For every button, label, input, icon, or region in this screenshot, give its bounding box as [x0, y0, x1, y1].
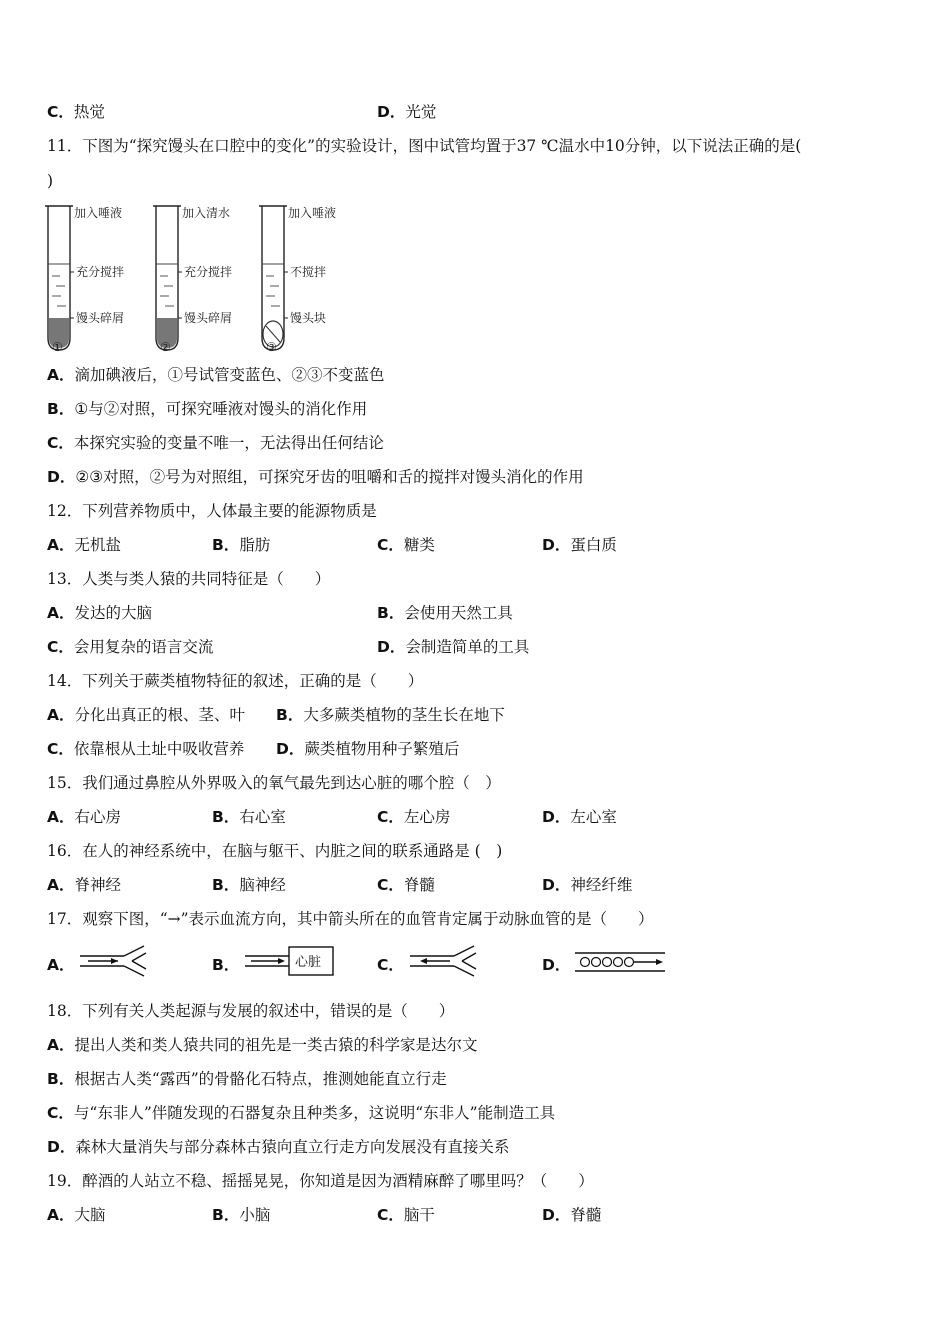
q17-option-a-label — [47, 955, 75, 975]
option-label: A． — [47, 536, 75, 554]
option-label: C． — [47, 740, 74, 758]
option-label: B． — [212, 808, 240, 826]
option-text: 大多蕨类植物的茎生长在地下 — [303, 706, 505, 724]
option-label: B． — [377, 604, 405, 622]
q17-option-d-label — [542, 955, 570, 975]
q15-option-a — [47, 807, 121, 827]
q17-option-b-diagram — [243, 944, 337, 982]
option-label: B． — [212, 876, 240, 894]
option-label: A． — [47, 808, 75, 826]
option-text: 小脑 — [239, 1206, 271, 1224]
q15-option-b — [212, 807, 286, 827]
q17-option-c-diagram — [408, 944, 482, 982]
q14-option-b — [276, 705, 505, 725]
option-text: 依靠根从土址中吸收营养 — [73, 740, 245, 758]
q19-option-b — [212, 1205, 270, 1225]
q17-option-d-diagram — [573, 944, 669, 982]
option-text: 与“东非人”伴随发现的石器复杂且种类多，这说明“东非人”能制造工具 — [73, 1104, 556, 1122]
q19-option-a — [47, 1205, 106, 1225]
option-text: 脑神经 — [239, 876, 286, 894]
option-text: 糖类 — [403, 536, 435, 554]
option-label: D． — [542, 876, 571, 894]
q11-option-b — [47, 399, 367, 419]
option-text: 本探究实验的变量不唯一，无法得出任何结论 — [73, 434, 384, 452]
option-label: A． — [47, 1206, 75, 1224]
q11-option-c — [47, 433, 384, 453]
vessel-diverging-icon — [78, 944, 152, 978]
q18-option-c — [47, 1103, 555, 1123]
option-text: 神经纤维 — [570, 876, 633, 894]
option-text: 提出人类和类人猿共同的祖先是一类古猿的科学家是达尔文 — [74, 1036, 478, 1054]
option-text: 蛋白质 — [570, 536, 617, 554]
q16-stem: 16．在人的神经系统中，在脑与躯干、内脏之间的联系通路是 ( ) — [47, 842, 503, 860]
option-text: 会制造简单的工具 — [405, 638, 530, 656]
option-label: C． — [377, 808, 404, 826]
option-text: 滴加碘液后，①号试管变蓝色、②③不变蓝色 — [74, 366, 385, 384]
vessel-converging-icon — [408, 944, 482, 978]
test-tube-1 — [45, 206, 74, 350]
tube2-number: ② — [160, 340, 171, 354]
q16-option-d — [542, 875, 632, 895]
q17-stem: 17．观察下图，“→”表示血流方向，其中箭头所在的血管肯定属于动脉血管的是（ ） — [47, 910, 654, 928]
option-label: D． — [542, 1206, 571, 1224]
q17-option-a-diagram — [78, 944, 152, 982]
option-text: 大脑 — [74, 1206, 106, 1224]
option-label: D． — [542, 536, 571, 554]
option-label: C． — [47, 434, 74, 452]
option-label: C． — [47, 103, 74, 121]
option-label: A． — [47, 1036, 75, 1054]
option-label: D． — [542, 808, 571, 826]
q12-option-c — [377, 535, 435, 555]
option-label: D． — [377, 638, 406, 656]
q12-stem: 12．下列营养物质中，人体最主要的能源物质是 — [47, 502, 377, 520]
option-label: D． — [377, 103, 406, 121]
option-text: 脑干 — [403, 1206, 435, 1224]
option-label: D． — [276, 740, 305, 758]
q16-option-a — [47, 875, 121, 895]
option-text: 脂肪 — [239, 536, 271, 554]
option-label: C． — [47, 1104, 74, 1122]
q10-option-c — [47, 102, 105, 122]
q13-option-c — [47, 637, 213, 657]
q16-option-c — [377, 875, 435, 895]
option-text: 会用复杂的语言交流 — [73, 638, 214, 656]
q13-stem: 13．人类与类人猿的共同特征是（ ） — [47, 570, 331, 588]
option-label: B． — [47, 1070, 75, 1088]
q11-option-a — [47, 365, 385, 385]
q15-stem: 15．我们通过鼻腔从外界吸入的氧气最先到达心脏的哪个腔（ ） — [47, 774, 501, 792]
option-text: ①与②对照，可探究唾液对馒头的消化作用 — [74, 400, 368, 418]
option-text: 右心房 — [74, 808, 122, 826]
tube2-mid-label: 充分搅拌 — [184, 265, 233, 279]
tube3-bottom-label: 馒头块 — [290, 311, 327, 325]
heart-box-text: 心脏 — [295, 955, 322, 970]
option-label: D． — [47, 1138, 76, 1156]
option-text: 无机盐 — [74, 536, 122, 554]
option-text: 发达的大脑 — [74, 604, 153, 622]
tube3-number: ③ — [266, 340, 277, 354]
q14-stem: 14．下列关于蕨类植物特征的叙述，正确的是（ ） — [47, 672, 424, 690]
option-label: B． — [276, 706, 304, 724]
test-tubes-diagram — [40, 200, 360, 360]
q14-option-a — [47, 705, 245, 725]
q12-option-d — [542, 535, 617, 555]
q12-option-a — [47, 535, 121, 555]
tube1-bottom-label: 馒头碎屑 — [76, 311, 125, 325]
q11-option-d — [47, 467, 584, 487]
q12-option-b — [212, 535, 270, 555]
q15-option-d — [542, 807, 617, 827]
tube3-mid-label: 不搅拌 — [290, 265, 327, 279]
tube2-bottom-label: 馒头碎屑 — [184, 311, 233, 325]
option-text: 蕨类植物用种子繁殖后 — [304, 740, 460, 758]
option-text: 脊髓 — [403, 876, 435, 894]
q13-option-a — [47, 603, 152, 623]
option-label: D． — [47, 468, 76, 486]
option-text: 光觉 — [405, 103, 437, 121]
q14-option-c — [47, 739, 244, 759]
option-label: C． — [377, 536, 404, 554]
option-text: ②③对照，②号为对照组，可探究牙齿的咀嚼和舌的搅拌对馒头消化的作用 — [75, 468, 584, 486]
tube1-mid-label: 充分搅拌 — [76, 265, 125, 279]
option-label: A． — [47, 604, 75, 622]
option-text: 会使用天然工具 — [404, 604, 513, 622]
q19-option-c — [377, 1205, 435, 1225]
q13-option-d — [377, 637, 529, 657]
option-text: 根据古人类“露西”的骨骼化石特点，推测她能直立行走 — [74, 1070, 447, 1088]
q13-option-b — [377, 603, 513, 623]
option-label: B． — [47, 400, 75, 418]
option-text: 脊神经 — [74, 876, 122, 894]
option-text: 分化出真正的根、茎、叶 — [74, 706, 246, 724]
q17-option-b-label — [212, 955, 239, 975]
option-label: A． — [47, 366, 75, 384]
q11-stem: 11．下图为“探究馒头在口腔中的变化”的实验设计，图中试管均置于37 ℃温水中10分钟，以下说法正确的是( — [47, 137, 802, 155]
q18-stem: 18．下列有关人类起源与发展的叙述中，错误的是（ ） — [47, 1002, 455, 1020]
q17-option-c-label — [377, 955, 404, 975]
option-label: A． — [47, 956, 75, 974]
tube3-top-label: 加入唾液 — [288, 206, 337, 220]
option-text: 右心室 — [239, 808, 286, 826]
option-label: B． — [212, 1206, 240, 1224]
option-label: B． — [212, 956, 240, 974]
option-text: 左心室 — [570, 808, 617, 826]
q15-option-c — [377, 807, 450, 827]
option-text: 森林大量消失与部分森林古猿向直立行走方向发展没有直接关系 — [75, 1138, 510, 1156]
test-tube-3 — [259, 206, 288, 350]
tube2-top-label: 加入清水 — [182, 206, 231, 220]
option-text: 左心房 — [403, 808, 451, 826]
option-label: C． — [377, 1206, 404, 1224]
q19-option-d — [542, 1205, 601, 1225]
tube1-number: ① — [52, 340, 63, 354]
option-label: C． — [377, 956, 404, 974]
option-label: A． — [47, 706, 75, 724]
test-tube-2 — [153, 206, 182, 350]
q14-option-d — [276, 739, 459, 759]
option-label: C． — [377, 876, 404, 894]
option-text: 热觉 — [73, 103, 105, 121]
q18-option-a — [47, 1035, 478, 1055]
q19-stem: 19．醉酒的人站立不稳、摇摇晃晃，你知道是因为酒精麻醉了哪里吗？（ ） — [47, 1172, 594, 1190]
capillary-cells-icon — [573, 944, 669, 978]
q16-option-b — [212, 875, 286, 895]
option-label: B． — [212, 536, 240, 554]
q18-option-b — [47, 1069, 447, 1089]
vessel-to-heart-icon — [243, 944, 337, 978]
q11-stem-continued: ) — [47, 172, 54, 190]
option-label: A． — [47, 876, 75, 894]
q11-test-tube-figure — [40, 200, 360, 360]
option-text: 脊髓 — [570, 1206, 602, 1224]
option-label: C． — [47, 638, 74, 656]
q10-option-d — [377, 102, 436, 122]
q18-option-d — [47, 1137, 509, 1157]
option-label: D． — [542, 956, 571, 974]
tube1-top-label: 加入唾液 — [74, 206, 123, 220]
